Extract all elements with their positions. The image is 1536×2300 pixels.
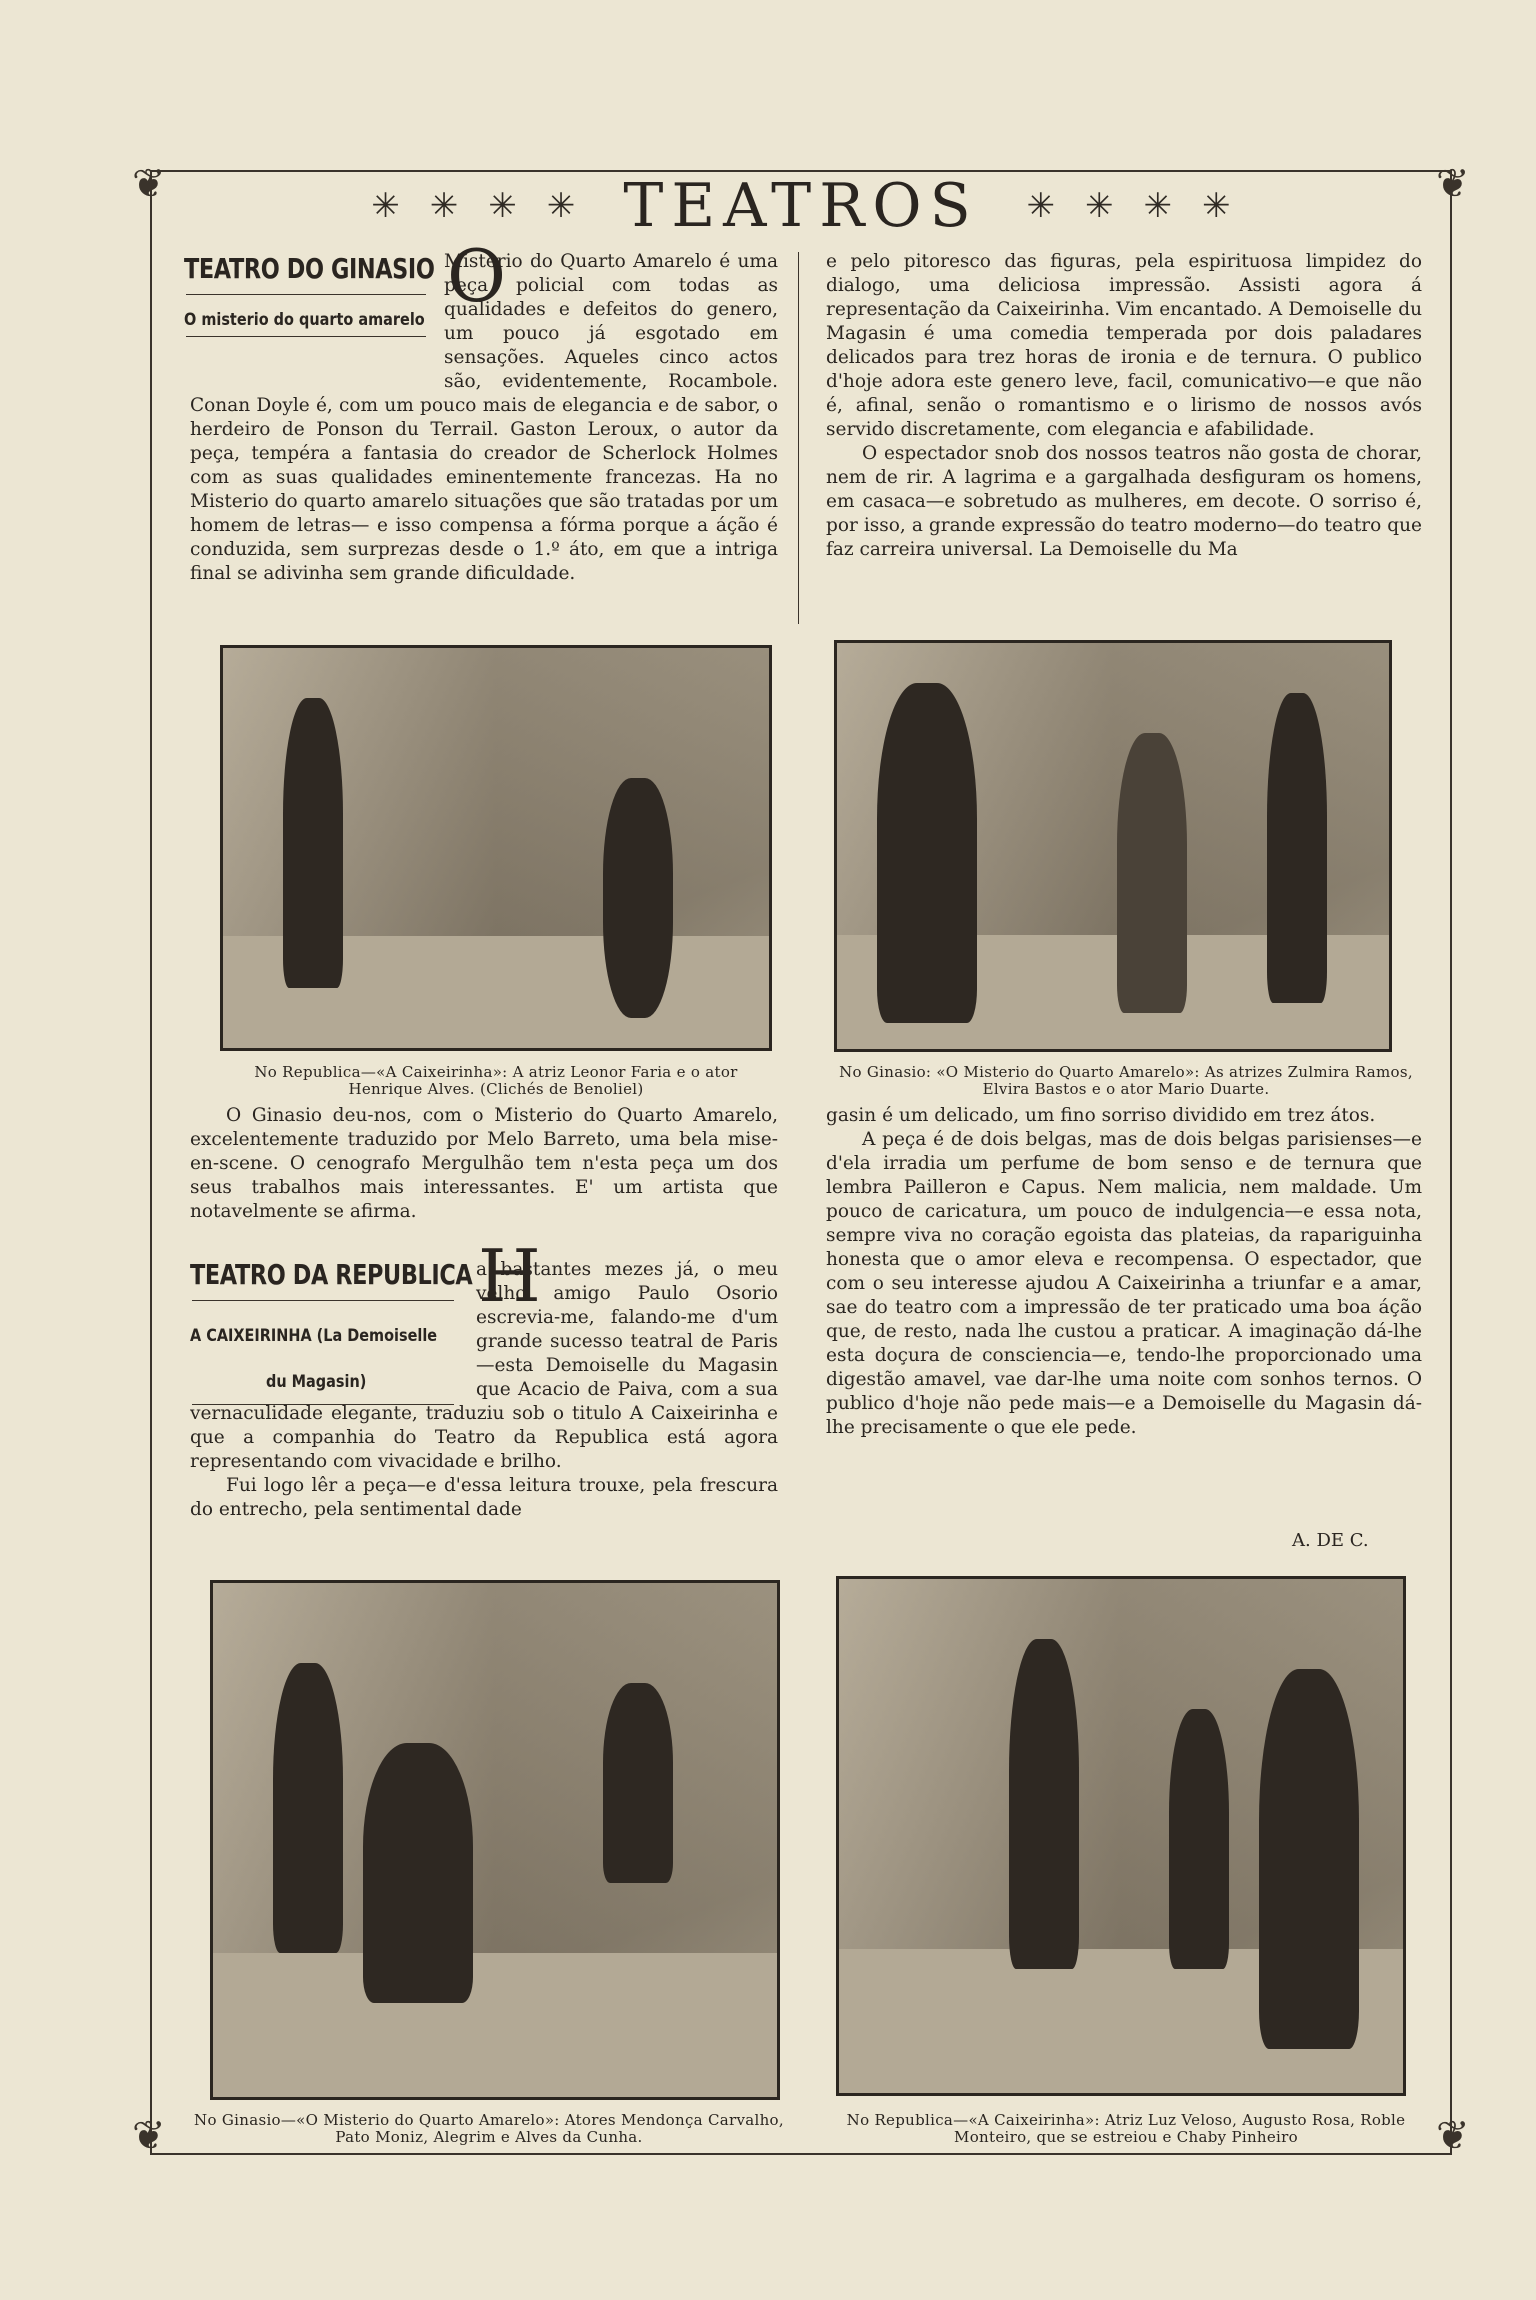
- masthead: [150, 171, 1452, 241]
- paragraph: a bastantes mezes já, o meu velho amigo Paulo Osorio escrevia-me, falando-me d'um grande sucesso teatral de Paris—esta Demoiselle du Magasin que Acacio de Paiva, com a sua vernaculidade elegante, traduziu sob o titulo A Caixeirinha e que a companhia do Teatro da Republica está agora representando com vivacidade e brilho.: [190, 1259, 778, 1472]
- paragraph: O Ginasio deu-nos, com o Misterio do Quarto Amarelo, excelentemente traduzido por Melo Barreto, uma bela mise-en-scene. O cenografo Mergulhão tem n'esta peça um dos seus trabalhos mais interessantes. E' um artista que notavelmente se afirma.: [190, 1105, 778, 1222]
- paragraph: Fui logo lêr a peça—e d'essa leitura trouxe, pela frescura do entrecho, pela sentimental dade: [190, 1475, 778, 1520]
- asterisk-icon: ✳: [1026, 186, 1056, 226]
- article-text-republica-cont: [826, 250, 1422, 632]
- corner-ornament-icon: ❦: [1436, 161, 1470, 207]
- photo-misterio-1: [834, 640, 1392, 1052]
- asterisk-icon: ✳: [546, 186, 576, 226]
- caption-photo4: No Republica—«A Caixeirinha»: Atriz Luz Veloso, Augusto Rosa, Roble Monteiro, que se estreiou e Chaby Pinheiro: [846, 2111, 1406, 2146]
- article-text-ginasio: [190, 250, 778, 632]
- article-text-republica: [190, 1258, 778, 1570]
- asterisk-icon: ✳: [371, 186, 400, 226]
- corner-ornament-icon: ❦: [1436, 2113, 1470, 2159]
- asterisk-icon: ✳: [1202, 186, 1231, 226]
- page-title: TEATROS: [623, 171, 979, 241]
- photo-caixeirinha-2: [836, 1576, 1406, 2096]
- article-text-ginasio-cont: [190, 1104, 778, 1252]
- caption-photo3: No Ginasio—«O Misterio do Quarto Amarelo»: Atores Mendonça Carvalho, Pato Moniz, Alegrim e Alves da Cunha.: [194, 2111, 784, 2146]
- photo-misterio-2: [210, 1580, 780, 2100]
- paragraph: O espectador snob dos nossos teatros não gosta de chorar, nem de rir. A lagrima e a gargalhada desfiguram os homens, em casaca—e sobretudo as mulheres, em decote. O sorriso é, por isso, a grande expressão do teatro moderno—do teatro que faz carreira universal. La Demoiselle du Ma: [826, 443, 1422, 560]
- section-title-ginasio: TEATRO DO GINASIO: [184, 252, 435, 285]
- asterisk-icon: ✳: [488, 186, 517, 226]
- paragraph: Misterio do Quarto Amarelo é uma peça policial com todas as qualidades e defeitos do genero, um pouco já esgotado em sensações. Aqueles cinco actos são, evidentemente, Rocambole. Conan Doyle é, com um pouco mais de elegancia e de sabor, o herdeiro de Ponson du Terrail. Gaston Leroux, o autor da peça, tempéra a fantasia do creador de Scherlock Holmes com as suas qualidades eminentemente francezas. Ha no Misterio do quarto amarelo situações que são tratadas por um homem de letras— e isso compensa a fórma porque a áção é conduzida, sem surprezas desde o 1.º áto, em que a intriga final se adivinha sem grande dificuldade.: [190, 251, 778, 584]
- corner-ornament-icon: ❦: [132, 2113, 166, 2159]
- paragraph: A peça é de dois belgas, mas de dois belgas parisienses—e d'ela irradia um perfume de bom senso e de ternura que lembra Pailleron e Capus. Nem malicia, nem maldade. Um pouco de caricatura, um pouco de indulgencia—e essa nota, sempre viva no coração egoista das plateias, da rapariguinha honesta que o amor eleva e recompensa. O espectador, que com o seu interesse ajudou A Caixeirinha a triunfar e a amar, sae do teatro com a impressão de ter praticado uma boa áção que, de resto, nada lhe custou a praticar. A imaginação dá-lhe esta doçura de consciencia—e, tendo-lhe proporcionado uma digestão amavel, vae dar-lhe uma noite com sonhos ternos. O publico d'hoje não pede mais—e a Demoiselle du Magasin dá-lhe precisamente o que ele pede.: [826, 1129, 1422, 1438]
- dropcap: O: [447, 234, 507, 318]
- article-text-republica-cont-2: [826, 1104, 1422, 1554]
- author-signature: A. DE C.: [1292, 1530, 1369, 1551]
- section-subtitle-ginasio: O misterio do quarto amarelo: [184, 310, 425, 330]
- caption-photo2: No Ginasio: «O Misterio do Quarto Amarelo»: As atrizes Zulmira Ramos, Elvira Bastos e o ator Mario Duarte.: [839, 1063, 1413, 1098]
- column-rule: [798, 252, 799, 624]
- section-title-republica: TEATRO DA REPUBLICA: [190, 1258, 473, 1291]
- caption-photo1: No Republica—«A Caixeirinha»: A atriz Leonor Faria e o ator Henrique Alves. (Clichés de Benoliel): [254, 1063, 738, 1098]
- asterisk-icon: ✳: [429, 186, 459, 226]
- section-subtitle-republica: A CAIXEIRINHA (La Demoiselle: [190, 1326, 438, 1346]
- asterisk-icon: ✳: [1085, 186, 1114, 226]
- paragraph: gasin é um delicado, um fino sorriso dividido em trez átos.: [826, 1105, 1376, 1126]
- corner-ornament-icon: ❦: [132, 161, 166, 207]
- asterisk-icon: ✳: [1143, 186, 1173, 226]
- photo-caixeirinha-1: [220, 645, 772, 1051]
- paragraph: e pelo pitoresco das figuras, pela espirituosa limpidez do dialogo, uma deliciosa impressão. Assisti agora á representação da Caixeirinha. Vim encantado. A Demoiselle du Magasin é uma comedia temperada por dois paladares delicados para trez horas de ironia e de ternura. O publico d'hoje adora este genero leve, facil, comunicativo—e que não é, afinal, senão o romantismo e o lirismo de nossos avós servido discretamente, com elegancia e afabilidade.: [826, 251, 1422, 440]
- dropcap: H: [478, 1234, 541, 1318]
- section-subtitle-republica-2: du Magasin): [266, 1372, 367, 1392]
